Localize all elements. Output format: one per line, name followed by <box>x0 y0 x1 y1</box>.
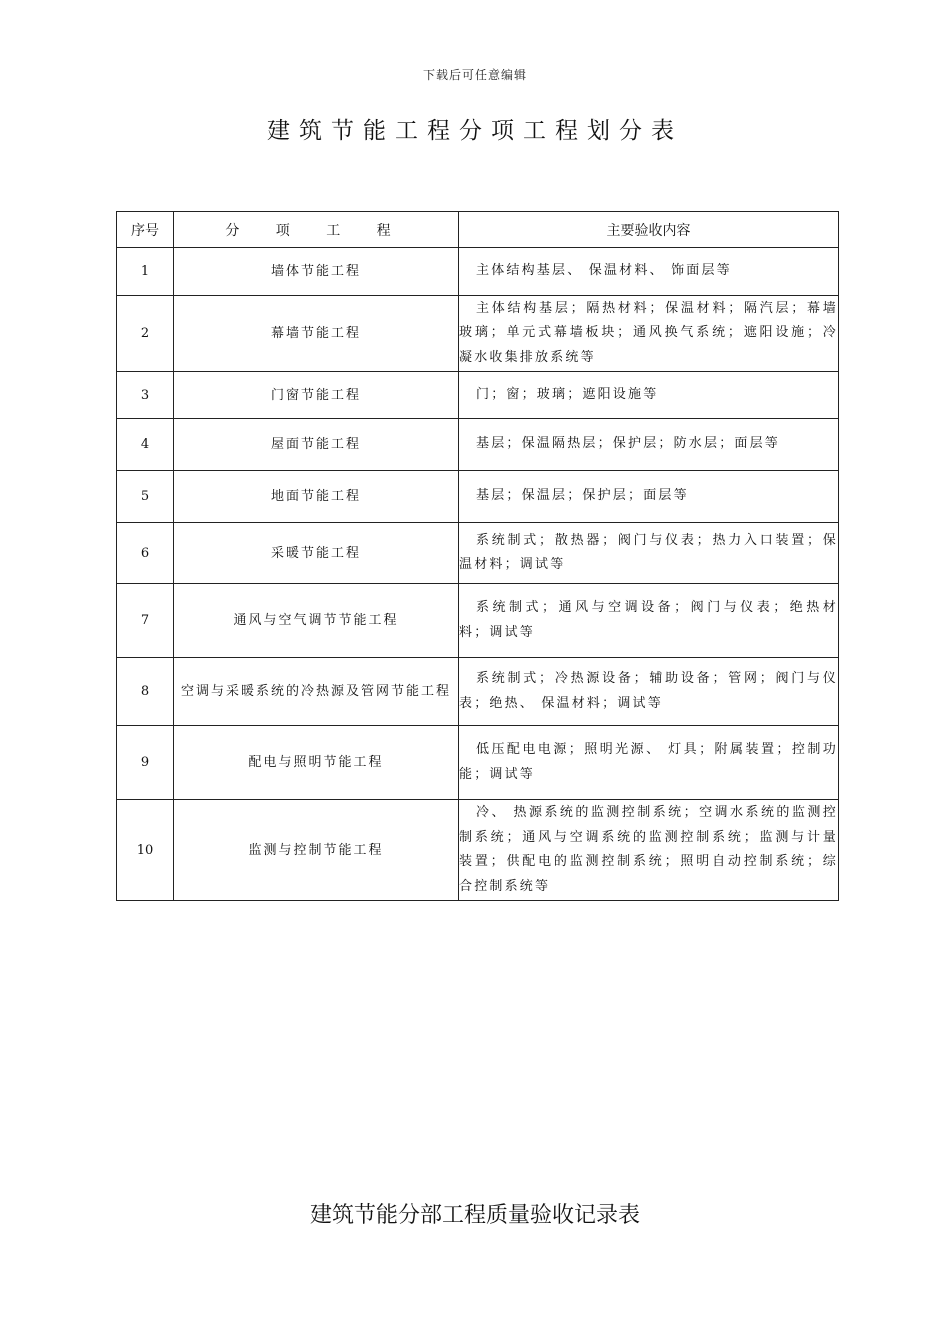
row-content: 系统制式；通风与空调设备；阀门与仪表；绝热材料；调试等 <box>459 584 839 658</box>
row-subitem: 屋面节能工程 <box>174 419 459 471</box>
row-content: 系统制式；散热器；阀门与仪表；热力入口装置；保温材料；调试等 <box>459 523 839 584</box>
row-serial: 2 <box>117 296 174 372</box>
row-content: 低压配电电源；照明光源、 灯具；附属装置；控制功能；调试等 <box>459 726 839 800</box>
row-serial: 3 <box>117 372 174 419</box>
table-row <box>117 471 839 523</box>
row-subitem: 监测与控制节能工程 <box>174 800 459 901</box>
row-subitem: 空调与采暖系统的冷热源及管网节能工程 <box>174 658 459 726</box>
row-content: 冷、 热源系统的监测控制系统；空调水系统的监测控制系统；通风与空调系统的监测控制系统；监测与计量装置；供配电的监测控制系统；照明自动控制系统；综合控制系统等 <box>459 800 839 901</box>
header-serial: 序号 <box>117 212 174 248</box>
table-row <box>117 726 839 800</box>
row-subitem: 墙体节能工程 <box>174 248 459 296</box>
table-row <box>117 372 839 419</box>
row-serial: 6 <box>117 523 174 584</box>
row-subitem: 配电与照明节能工程 <box>174 726 459 800</box>
row-content: 基层；保温隔热层；保护层；防水层；面层等 <box>459 419 839 471</box>
table-row <box>117 296 839 372</box>
row-subitem: 门窗节能工程 <box>174 372 459 419</box>
table-row <box>117 523 839 584</box>
header-note: 下载后可任意编辑 <box>422 68 527 82</box>
row-serial: 4 <box>117 419 174 471</box>
table-header-row <box>117 212 839 248</box>
division-table <box>116 211 839 901</box>
row-serial: 10 <box>117 800 174 901</box>
table-row <box>117 584 839 658</box>
row-content: 系统制式；冷热源设备；辅助设备；管网；阀门与仪表；绝热、 保温材料；调试等 <box>459 658 839 726</box>
row-serial: 8 <box>117 658 174 726</box>
row-subitem: 采暖节能工程 <box>174 523 459 584</box>
table-row <box>117 658 839 726</box>
table-row <box>117 248 839 296</box>
header-content: 主要验收内容 <box>459 212 839 248</box>
row-content: 门；窗；玻璃；遮阳设施等 <box>459 372 839 419</box>
row-serial: 9 <box>117 726 174 800</box>
row-subitem: 幕墙节能工程 <box>174 296 459 372</box>
row-content: 主体结构基层；隔热材料；保温材料；隔汽层；幕墙玻璃；单元式幕墙板块；通风换气系统；遮阳设施；冷凝水收集排放系统等 <box>459 296 839 372</box>
page-title: 建筑节能工程分项工程划分表 <box>267 118 683 144</box>
row-subitem: 通风与空气调节节能工程 <box>174 584 459 658</box>
row-subitem: 地面节能工程 <box>174 471 459 523</box>
table-row <box>117 800 839 901</box>
row-serial: 7 <box>117 584 174 658</box>
header-subitem: 分 项 工 程 <box>174 212 459 248</box>
row-serial: 1 <box>117 248 174 296</box>
row-content: 基层；保温层；保护层；面层等 <box>459 471 839 523</box>
row-content: 主体结构基层、 保温材料、 饰面层等 <box>459 248 839 296</box>
row-serial: 5 <box>117 471 174 523</box>
table-row <box>117 419 839 471</box>
next-section-title: 建筑节能分部工程质量验收记录表 <box>309 1203 640 1228</box>
